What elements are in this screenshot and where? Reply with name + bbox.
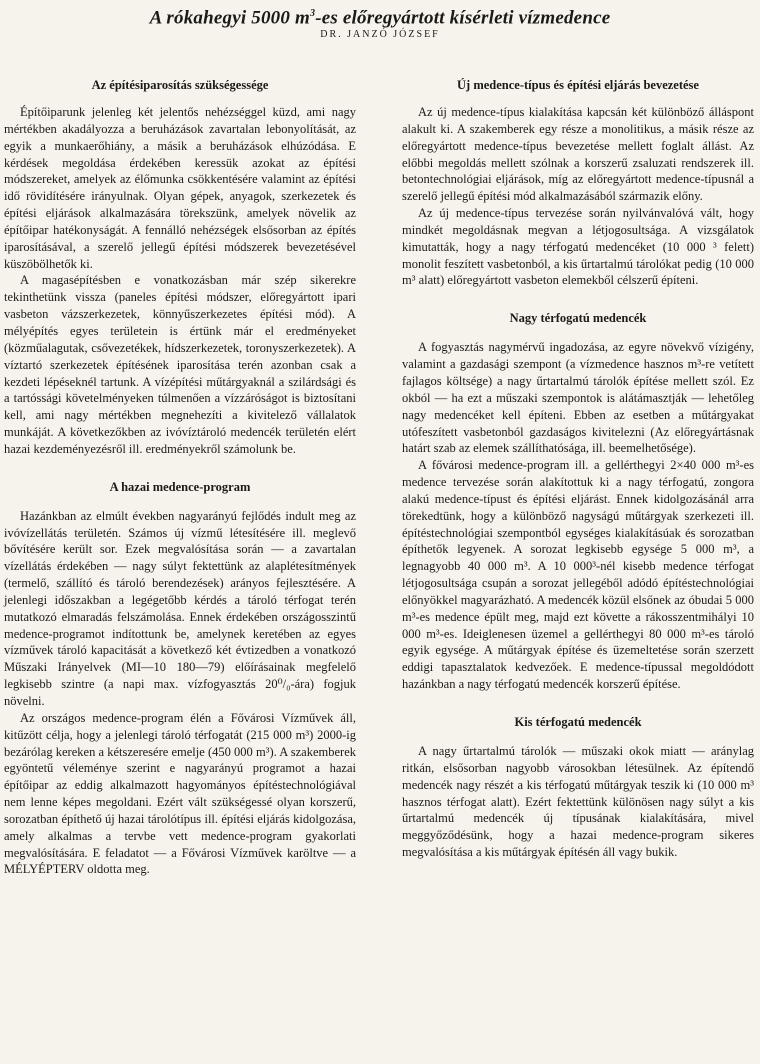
paragraph: Építőiparunk jelenleg két jelentős nehézséggel küzd, ami nagy mértékben akadályozza a beruházások zavartalan lebonyolítását, az egyik a munkaerőhiány, a másik a beruházások elhúzódása. E kérdések megoldása érdekében keressük azokat az építési módszereket, amelyek az élőmunka csökkentésére valamint az építési idő rövidítésére irányulnak. Olyan gépek, anyagok, szerkezetek és építési eljárások alkalmazására törekszünk, amelyek növelik az építőipar hatékonyságát. A fennálló nehézségek elsősorban az építés iparosításával, a szerelő jellegű építési módszerek bevezetésével küszöbölhetők ki. [4, 105, 356, 271]
author-byline: DR. JANZÓ JÓZSEF [320, 29, 440, 40]
section-heading-domestic-program: A hazai medence-program [109, 479, 251, 494]
left-column [4, 76, 356, 878]
paragraph: A fővárosi medence-program ill. a gellérthegyi 2×40 000 m³-es medence tervezése során alakítottuk ki a nagy térfogatú, zongora alakú medence-típust és építési eljárást. Ennek kidolgozásánál arra törekedtünk, hogy a különböző nagyságú műtárgyak szerkezeti ill. építéstechnológiai szempontból egységes kialakításúak és sorozatban építhetők legyenek. A sorozat legkisebb egysége 5 000 m³, a legnagyobb 40 000 m³. A 10 000³-nél kisebb medence térfogat létjogosultsága csupán a sorozat jellegéből adódó építéstechnológiai előnyökkel magyarázható. A medencék közül elsőnek az óbudai 5 000 m³-es medence épült meg, majd ezt követte a rákosszentmihályi 10 000 m³-es. Ideiglenesen üzemel a gellérthegyi 80 000 m³-es tároló egyik egysége. A műtárgyak építése és üzemeltetése során szerzett eddigi tapasztalatok kedvezőek. E medence-típussal megoldódott hazánkban a nagy térfogatú medencék korszerű építése. [402, 458, 754, 692]
paragraph: Hazánkban az elmúlt években nagyarányú fejlődés indult meg az ivóvízellátás területén. Számos új vízmű létesítésére ill. meglevő bővítésére került sor. Ezek megvalósítása során — a zavartalan vízellátás érdekében — nagy súlyt fektettünk az alaplétesítmények (termelő, szállító és tároló berendezések) arányos fejlesztésére. A jelenlegi időszakban a legégetőbb kérdés a tároló térfogat terén mutatkozó elmaradás felszámolása. Ennek érdekében országosszintű medence-programot indítottunk be, amelynek keretében az egyes vízművek tároló kapacitását a következő két évtizedben a vonatkozó Műszaki Irányelvek (MI—10 180—79) előírásainak megfelelő legkisebb szintre (a napi max. vízfogyasztás 20⁰/₀-ára) fogjuk növelni. [4, 508, 356, 708]
paragraph: Az új medence-típus tervezése során nyilvánvalóvá vált, hogy mindkét megoldásnak megvan a létjogosultsága. A vizsgálatok kimutatták, hogy a nagy térfogatú medencéket (10 000 ³ felett) monolit feszített vasbetonból, a kis űrtartalmú tárolókat pedig (10 000 m³ alatt) előregyártott vasbeton elemekből célszerű építeni. [402, 206, 754, 288]
paragraph: A fogyasztás nagymérvű ingadozása, az egyre növekvő vízigény, valamint a gazdasági szempont (a vízmedence hasznos m³-re vetített fajlagos költsége) a nagy űrtartalmú tárolók építése mellett szól. Ez okból — ha ezt a műszaki szempontok is alátámasztják — lehetőleg nagy medencéket kell építeni. Ebben az esetben a műtárgyakat utófeszített vasbetonból gazdaságos kivitelezni (Az előregyártásnak határt szab az elemek szállíthatósága, ill. beemelhetősége). [402, 340, 754, 456]
right-column [402, 76, 754, 861]
paragraph: A nagy űrtartalmú tárolók — műszaki okok miatt — aránylag ritkán, elsősorban nagyobb városokban létesülnek. Az építendő medencék nagy részét a kis térfogatú műtárgyak teszik ki (10 000 m³ hasznos térfogat alatt). Ezért fektettünk különösen nagy súlyt a kis űrtartalmú medencék új típusának kialakítására, mivel meggyőződésünk, hogy a hazai medence-program sikeres megvalósítása a kis műtárgyak építésén áll vagy bukik. [402, 744, 754, 860]
article-title [0, 2, 760, 30]
title-superscript: 3 [309, 8, 316, 19]
section-heading-new-basin-type: Új medence-típus és építési eljárás bevezetése [457, 78, 699, 92]
paragraph: A magasépítésben e vonatkozásban már szép sikerekre tekinthetünk vissza (paneles építési módszer, előregyártott ipari vasbeton vázszerkezetek, könnyűszerkezetes építési mód). A mélyépítés egyes területein is értünk már el eredményeket (közműalagutak, csővezetékek, hídszerkezetek, toronyszerkezetek). A víztartó szerkezetek építésének iparosítása terén azonban csak a kezdeti lépéseknél tartunk. A vízépítési műtárgyaknál a szilárdsági és a tartóssági követelményeken túlmenően a vízzáróságot is biztosítani kell, ami nagy mértékben megnehezíti a kivitelező vállalatok munkáját. A következőkben az ivóvíztároló medencék területén elért hazai kezdeményezésről ill. eredményekről számolunk be. [4, 273, 356, 456]
title-text-rest: -es előregyártott kísérleti vízmedence [315, 7, 611, 29]
section-heading-industrialization: Az építésiparosítás szükségessége [91, 78, 269, 92]
section-heading-large-basins: Nagy térfogatú medencék [509, 311, 647, 326]
section-heading-small-basins: Kis térfogatú medencék [514, 715, 642, 729]
title-text-main: A rókahegyi 5000 m [149, 7, 310, 29]
paragraph: Az országos medence-program élén a Fővárosi Vízművek áll, kitűzött célja, hogy a jelenlegi tároló térfogatát (215 000 m³) 2000-ig bezárólag kereken a kétszeresére emelje (450 000 m³). A szakemberek egyöntetű véleménye szerint e nagyarányú programot a hazai építőipar az eddig alkalmazott hagyományos építéstechnológiával nem lenne képes megoldani. Ezért vált szükségessé olyan korszerű, sorozatban építhető új hazai tárolótípus ill. építési eljárás kidolgozása, amely alkalmas a tervbe vett medence-program gyakorlati megvalósítására. E feladatot — a Fővárosi Vízművek karöltve — a MÉLYÉPTERV oldotta meg. [4, 710, 356, 877]
paragraph: Az új medence-típus kialakítása kapcsán két különböző álláspont alakult ki. A szakemberek egy része a monolitikus, a másik része az előregyártott medence-típus bevezetése mellett foglalt állást. Az előbbi megoldás mellett szólnak a korszerű zsaluzati rendszerek ill. betontechnológiai eljárások, míg az előregyártott medence-típusnál a szerelő jellegű építési mód alkalmazásából származik előny. [402, 105, 754, 204]
